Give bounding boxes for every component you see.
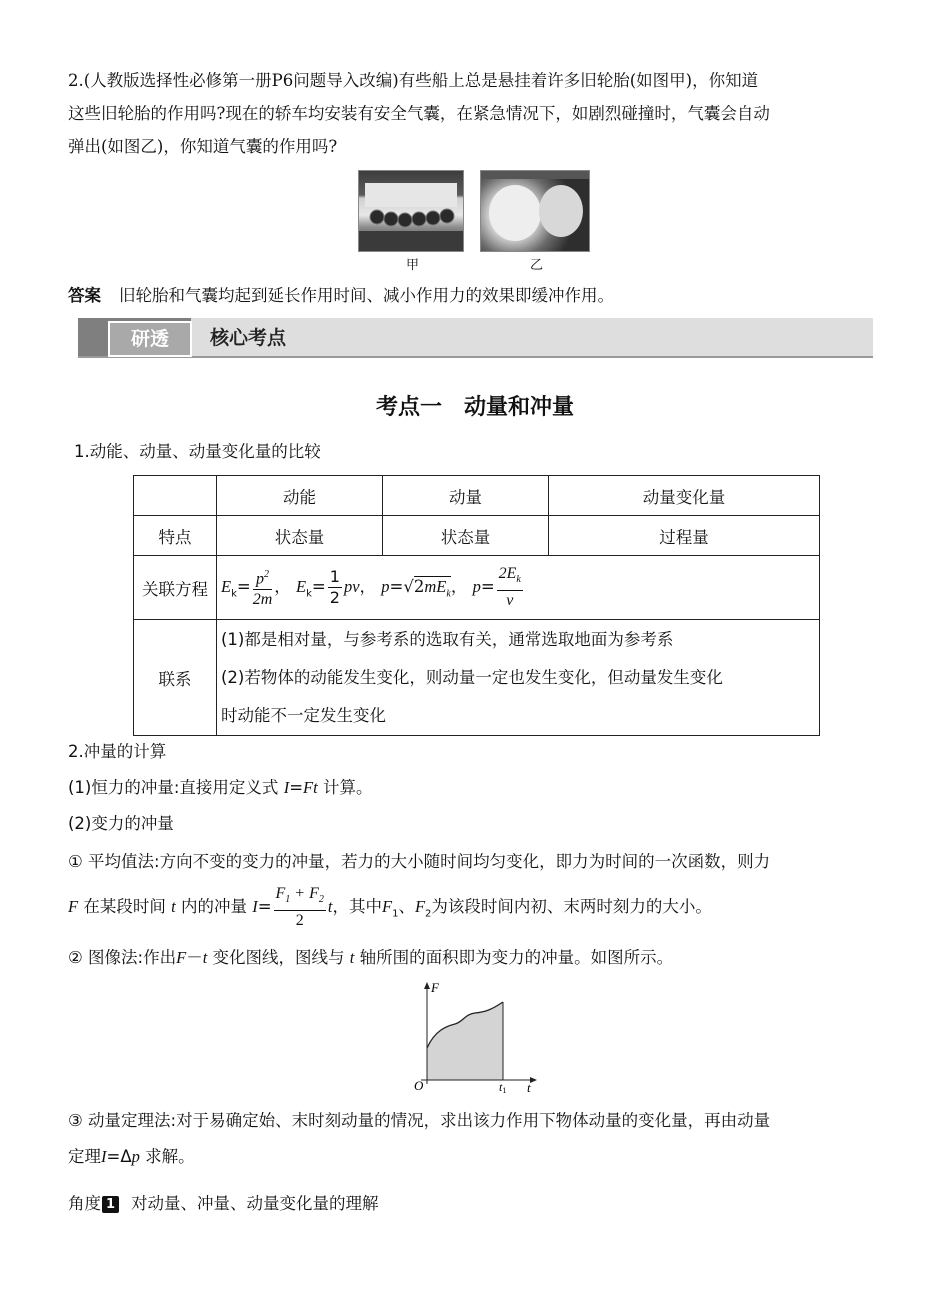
relation-cell: [217, 620, 820, 736]
banner-title: 核心考点: [210, 327, 287, 349]
answer-label: 答案: [68, 286, 101, 305]
banner-tag: 研透: [108, 321, 192, 357]
method-1-line-1: ① 平均值法:方向不变的变力的冲量，若力的大小随时间均匀变化，即力为时间的一次函数，则力: [68, 852, 771, 871]
answer-text: 旧轮胎和气囊均起到延长作用时间、减小作用力的效果即缓冲作用。: [119, 286, 614, 305]
method-1-line-2: F 在某段时间 t 内的冲量 I= $\frac{F_1 + F_2}{2}$ t，其中$F_1$、$F_2$为该段时间内初、末两时刻力的大小。: [68, 884, 712, 930]
question-line: 弹出(如图乙)，你知道气囊的作用吗?: [68, 137, 338, 156]
angle-number-badge: 1: [102, 1196, 119, 1213]
impulse-section: [68, 734, 883, 880]
section-title: 考点一 动量和冲量: [375, 395, 574, 420]
impulse-item-2: (2)变力的冲量: [68, 814, 174, 833]
equation-cell: $E_k=$ $\frac{p^2}{2m}$ ， $E_k=$ $\frac{1}{2}$ pv， $p=√2mE_k$， p= $\frac{2E_k}{v}$: [217, 556, 820, 620]
impulse-item-1: (1)恒力的冲量:直接用定义式 I=Ft 计算。: [68, 778, 373, 797]
relation-line: 时动能不一定发生变化: [221, 705, 386, 725]
force-time-graph: [405, 980, 545, 1095]
t1-label: t1: [499, 1080, 507, 1095]
method-3-line-1: ③ 动量定理法:对于易确定始、末时刻动量的情况，求出该力作用下物体动量的变化量，再由动量: [68, 1111, 771, 1130]
method-2-line: ② 图像法:作出F－t 变化图线，图线与 t 轴所围的面积即为变力的冲量。如图所示。: [68, 948, 674, 967]
question-line: 这些旧轮胎的作用吗?现在的轿车均安装有安全气囊，在紧急情况下，如剧烈碰撞时，气囊会自动: [68, 104, 770, 123]
table-row: [134, 556, 820, 620]
angle-heading: [68, 1190, 379, 1214]
figure-pair: [358, 170, 590, 273]
row-label: 特点: [134, 516, 217, 556]
figure-caption-a: 甲: [406, 258, 420, 273]
table-header-cell: 动量变化量: [549, 476, 820, 516]
comparison-table: [133, 475, 820, 736]
question-line: 2.(人教版选择性必修第一册P6问题导入改编)有些船上总是悬挂着许多旧轮胎(如图甲)，你知道: [68, 71, 759, 90]
impulse-area: [427, 1002, 503, 1080]
table-row: [134, 620, 820, 736]
y-axis-label: F: [431, 980, 439, 995]
table-header-cell: [134, 476, 217, 516]
table-cell: 状态量: [383, 516, 549, 556]
x-axis-label: t: [527, 1080, 531, 1095]
table-cell: 过程量: [549, 516, 820, 556]
figure-caption-b: 乙: [530, 258, 544, 273]
relation-line: (1)都是相对量，与参考系的选取有关，通常选取地面为参考系: [221, 629, 674, 649]
method-3-line-2: 定理I=Δp 求解。: [68, 1147, 195, 1166]
impulse-heading: 2.冲量的计算: [68, 742, 167, 761]
airbag-photo: [480, 170, 590, 252]
row-label: 联系: [134, 620, 217, 736]
comparison-heading: 1.动能、动量、动量变化量的比较: [74, 442, 321, 461]
table-row: [134, 516, 820, 556]
table-cell: 状态量: [217, 516, 383, 556]
table-header-cell: 动量: [383, 476, 549, 516]
table-header-row: [134, 476, 820, 516]
y-axis-arrow: [424, 982, 430, 989]
angle-title: 对动量、冲量、动量变化量的理解: [131, 1194, 379, 1213]
method-3: [68, 1103, 883, 1175]
table-header-cell: 动能: [217, 476, 383, 516]
question-text: [68, 64, 883, 163]
origin-label: O: [414, 1078, 424, 1093]
relation-line: (2)若物体的动能发生变化，则动量一定也发生变化，但动量发生变化: [221, 667, 723, 687]
angle-label: 角度: [68, 1194, 101, 1213]
ship-tires-photo: [358, 170, 464, 252]
banner-background: [78, 318, 873, 358]
row-label: 关联方程: [134, 556, 217, 620]
answer: [68, 282, 614, 306]
section-banner: [78, 318, 873, 358]
x-axis-arrow: [530, 1077, 537, 1083]
